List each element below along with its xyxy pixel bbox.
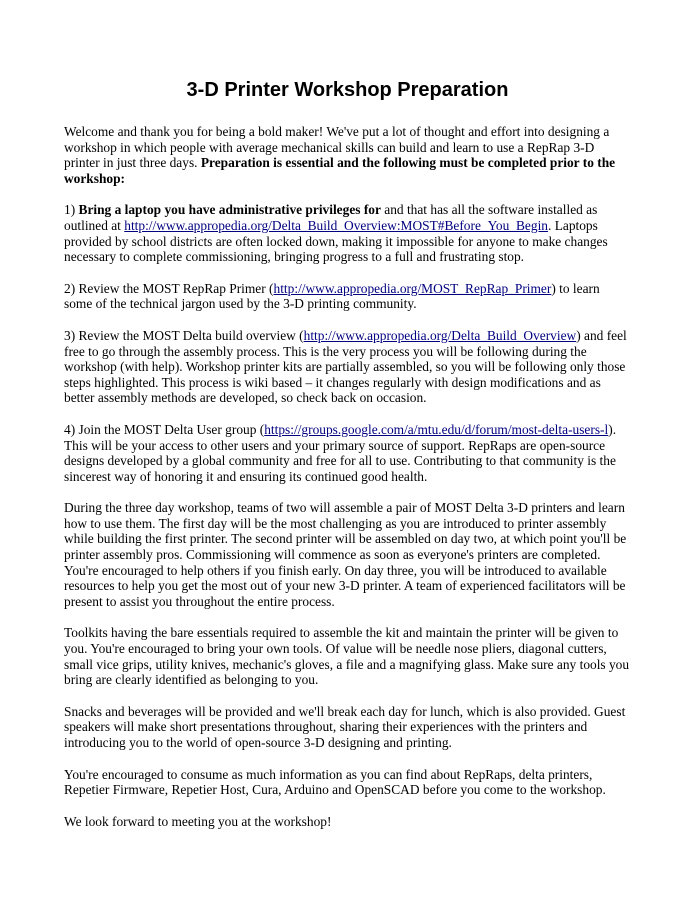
- item-1-text-a: and that has all the software installed as outlined at: [64, 202, 598, 233]
- item-3-paragraph: [64, 328, 630, 406]
- item-4-text-a: 4) Join the MOST Delta User group (: [64, 421, 265, 437]
- delta-user-group-link[interactable]: https://groups.google.com/a/mtu.edu/d/forum/most-delta-users-l: [264, 421, 609, 437]
- intro-paragraph: [64, 124, 630, 186]
- item-1-text-b: . Laptops provided by school districts are often locked down, making it impossible for anyone to make changes necessary to complete commissioning, bringing progress to a full and frustrating stop.: [64, 217, 608, 265]
- item-1-paragraph: [64, 202, 630, 264]
- intro-bold-text: Preparation is essential and the following must be completed prior to the workshop:: [64, 155, 616, 186]
- item-4-paragraph: [64, 422, 630, 484]
- item-2-text-b: ) to learn some of the technical jargon used by the 3-D printing community.: [64, 280, 600, 312]
- workshop-paragraph: During the three day workshop, teams of two will assemble a pair of MOST Delta 3-D printers and learn how to use them. The first day will be the most challenging as you are introduced to printer assembly while building the first printer. The second printer will be assembled on day two, at which point you'll be printer assembly pros. Commissioning will commence as soon as everyone's printers are completed. You're encouraged to help others if you finish early. On day three, you will be introduced to available resources to help you get the most out of your new 3-D printer. A team of experienced facilitators will be present to assist you throughout the entire process.: [64, 500, 627, 609]
- reprap-primer-link[interactable]: http://www.appropedia.org/MOST_RepRap_Primer: [273, 280, 552, 296]
- item-1-bold-text: Bring a laptop you have administrative privileges for: [78, 202, 381, 218]
- item-2-paragraph: [64, 281, 630, 312]
- toolkits-paragraph: Toolkits having the bare essentials required to assemble the kit and maintain the printer will be given to you. You're encouraged to bring your own tools. Of value will be needle nose pliers, diagonal cutters, small vice grips, utility knives, mechanic's gloves, a file and a magnifying glass. Make sure any tools you bring are clearly identified as belonging to you.: [64, 625, 630, 688]
- document-body: [64, 124, 630, 845]
- consume-paragraph: You're encouraged to consume as much information as you can find about RepRaps, delta printers, Repetier Firmware, Repetier Host, Cura, Arduino and OpenSCAD before you come to the workshop.: [64, 766, 606, 798]
- snacks-paragraph: Snacks and beverages will be provided and we'll break each day for lunch, which is also provided. Guest speakers will make short presentations throughout, sharing their experiences with the printers and introducing you to the world of open-source 3-D designing and printing.: [64, 703, 626, 750]
- item-4-text-b: ). This will be your access to other users and your primary source of support. RepRaps are open-source designs developed by a global community and free for all to use. Contributing to that community is the sincerest way of honoring it and ensuring its continued good health.: [64, 421, 617, 484]
- delta-build-overview-link[interactable]: http://www.appropedia.org/Delta_Build_Overview: [303, 327, 577, 343]
- item-3-text-a: 3) Review the MOST Delta build overview (: [64, 327, 304, 343]
- item-2-text-a: 2) Review the MOST RepRap Primer (: [64, 280, 274, 296]
- item-1-prefix: 1): [64, 202, 79, 218]
- closing-paragraph: We look forward to meeting you at the workshop!: [64, 813, 332, 829]
- before-you-begin-link[interactable]: http://www.appropedia.org/Delta_Build_Overview:MOST#Before_You_Begin: [124, 217, 548, 233]
- page-title: 3-D Printer Workshop Preparation: [186, 79, 509, 101]
- intro-text: Welcome and thank you for being a bold maker! We've put a lot of thought and effort into designing a workshop in which people with average mechanical skills can build and learn to use a RepRap 3-D printer in just three days.: [64, 124, 610, 171]
- item-3-text-b: ) and feel free to go through the assembly process. This is the very process you will be following during the workshop (with help). Workshop printer kits are partially assembled, so you will be following only those steps highlighted. This process is wiki based – it changes regularly with design modifications and as better assembly methods are developed, so check back on occasion.: [64, 327, 627, 406]
